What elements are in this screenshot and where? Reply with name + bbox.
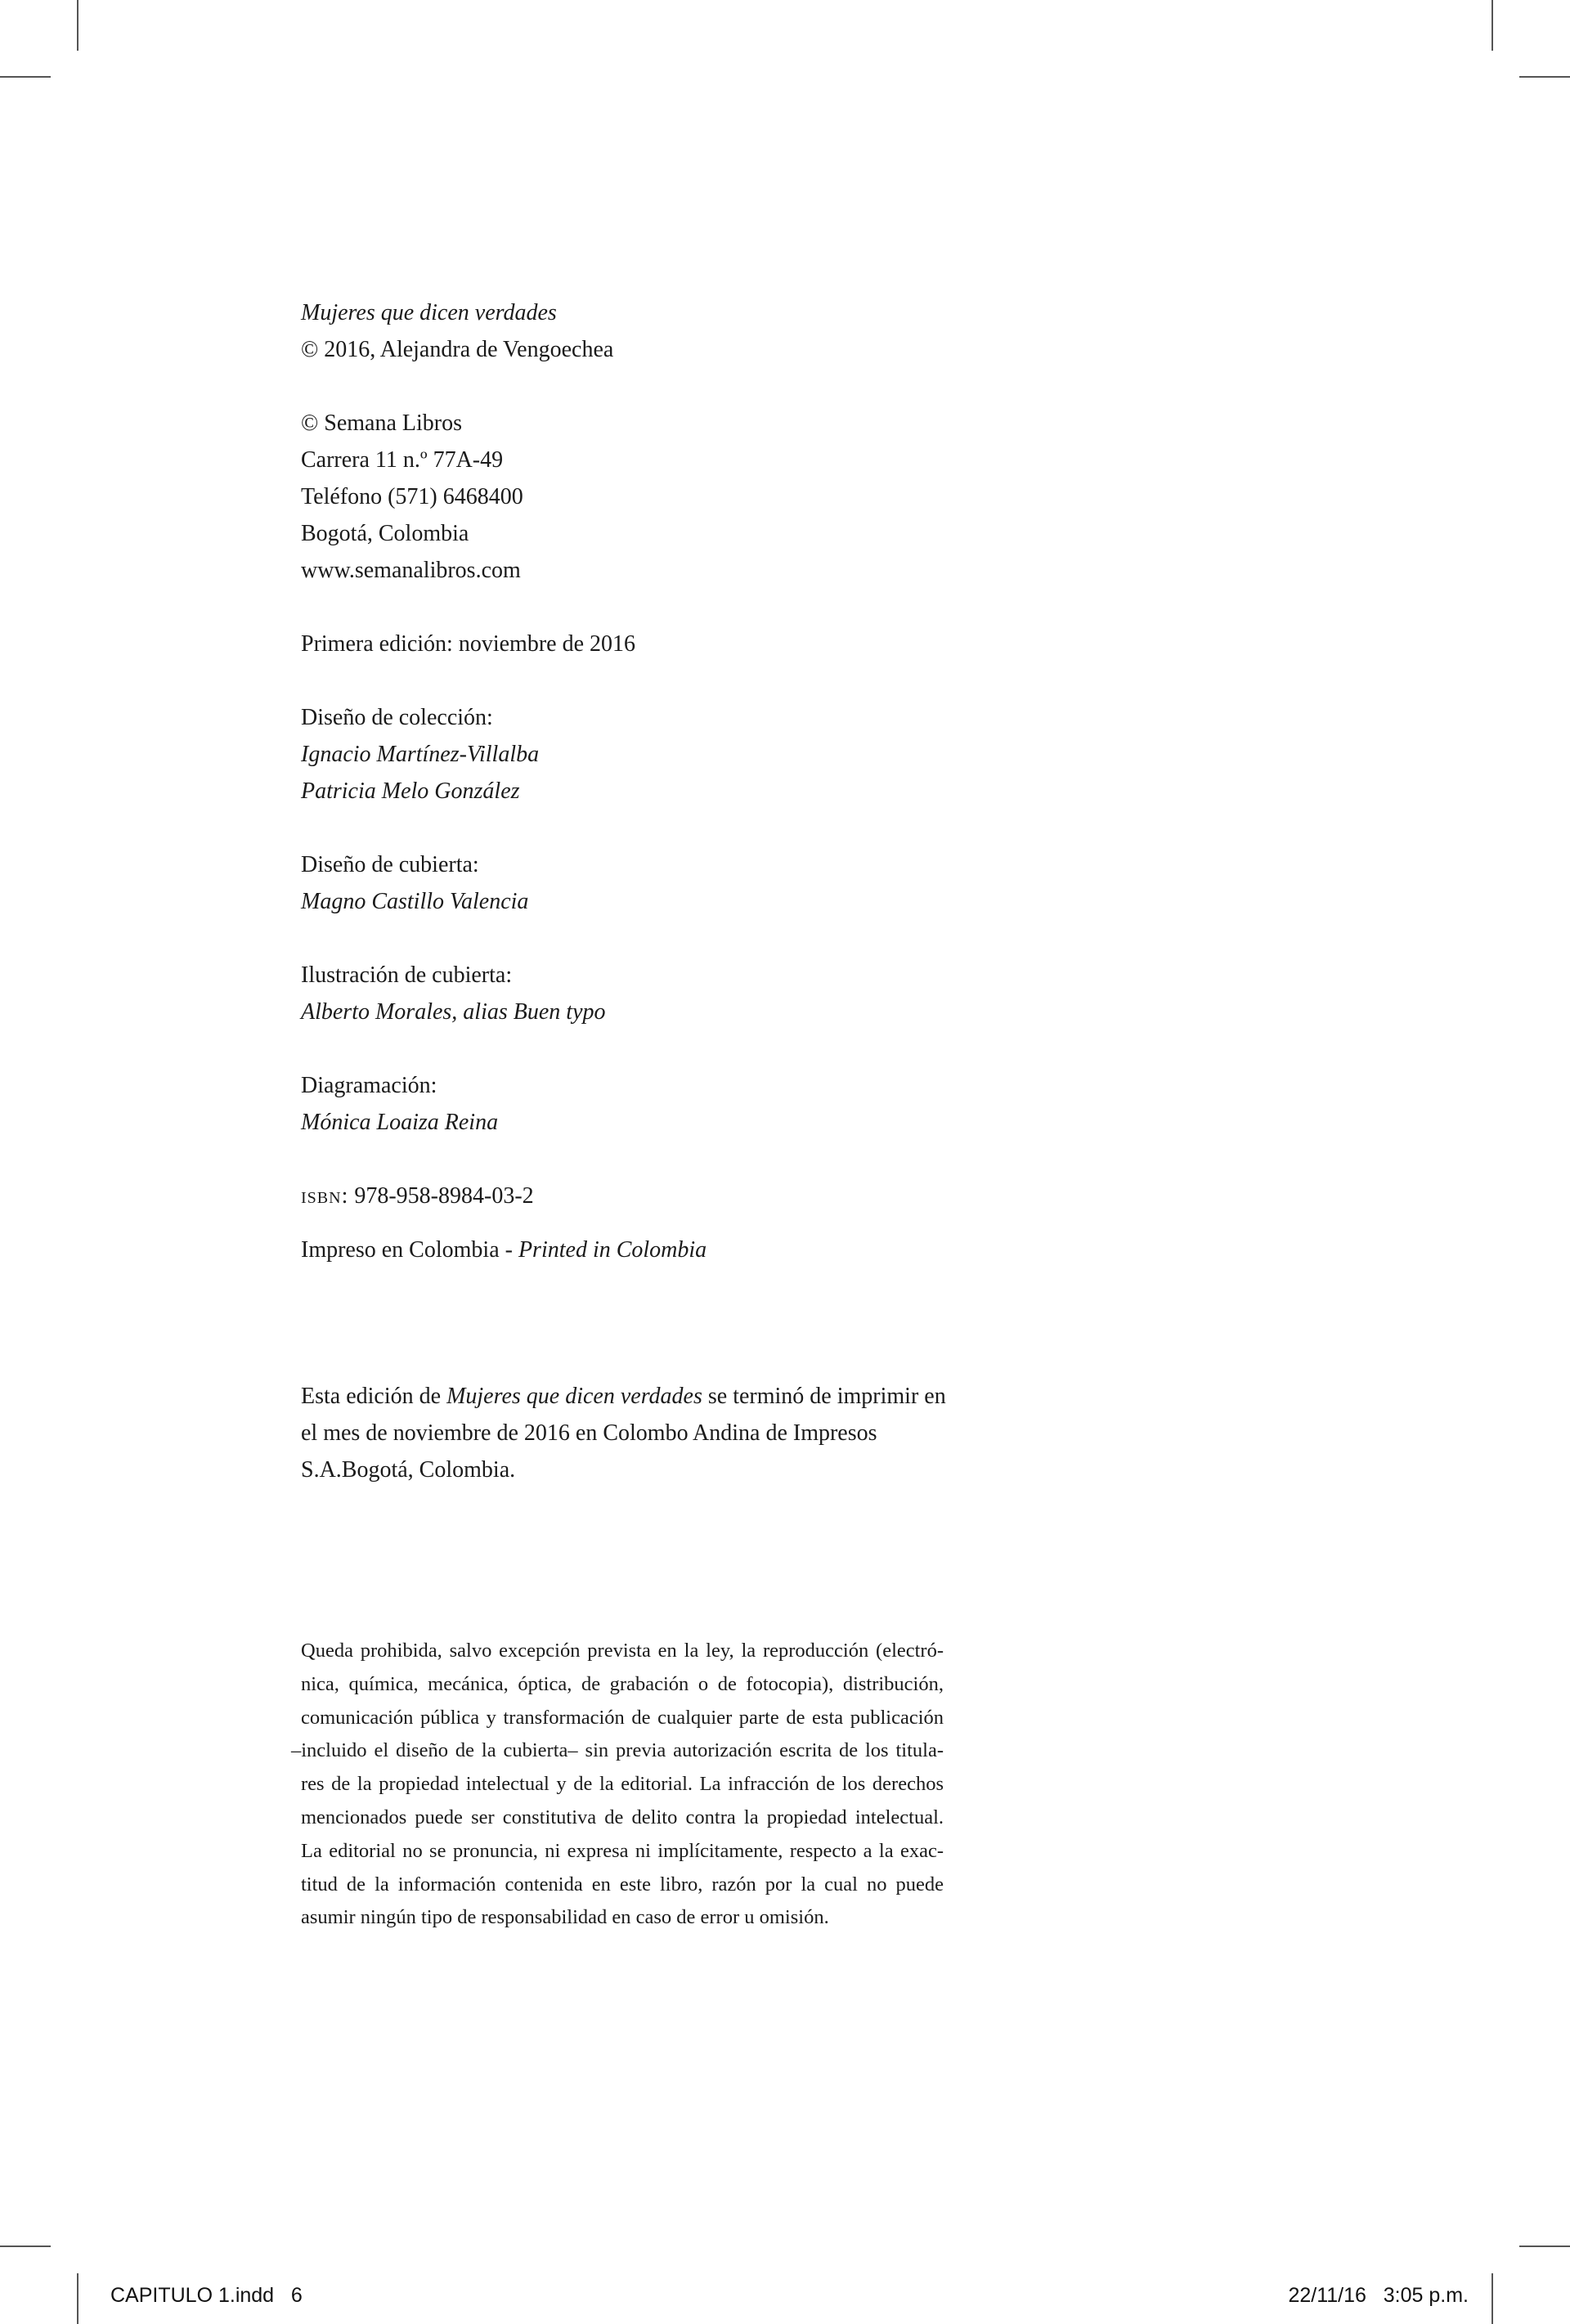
colophon-part-1: Esta edición de (301, 1384, 447, 1409)
crop-mark-bottom-left (77, 2273, 78, 2324)
imprint-block (301, 294, 955, 1268)
printed-in-spanish: Impreso en Colombia (301, 1237, 500, 1263)
legal-line: res de la propiedad intelectual y de la editorial. La infracción de los derechos (301, 1773, 944, 1796)
legal-notice (291, 1635, 944, 1935)
colophon-part-2: se terminó de imprimir en el mes de noviembre de 2016 en Colombo Andina de Impresos S.A.Bogotá, Colombia. (301, 1384, 946, 1483)
cover-designer: Magno Castillo Valencia (301, 889, 529, 914)
printed-in-separator: - (499, 1237, 518, 1263)
cover-design-label: Diseño de cubierta: (301, 852, 479, 877)
crop-mark-top-left-h (0, 76, 51, 78)
legal-line: Queda prohibida, salvo excepción prevista en la ley, la reproducción (electró- (301, 1640, 944, 1662)
printed-in (301, 1232, 955, 1268)
isbn-line (301, 1178, 955, 1214)
publisher-phone: Teléfono (571) 6468400 (301, 484, 523, 509)
crop-mark-bottom-left-h (0, 2245, 51, 2247)
legal-line: titud de la información contenida en este libro, razón por la cual no puede (301, 1873, 944, 1896)
crop-mark-top-right (1492, 0, 1493, 51)
layout-designer: Mónica Loaiza Reina (301, 1110, 499, 1135)
slug-filename: CAPITULO 1.indd 6 (110, 2284, 303, 2307)
crop-mark-bottom-right (1492, 2273, 1493, 2324)
legal-line: comunicación pública y transformación de cualquier parte de esta publicación (301, 1706, 944, 1729)
legal-line: asumir ningún tipo de responsabilidad en caso de error u omisión. (301, 1906, 829, 1929)
layout-label: Diagramación: (301, 1073, 437, 1098)
publisher-address: Carrera 11 n.º 77A-49 (301, 447, 504, 473)
collection-design-label: Diseño de colección: (301, 705, 493, 730)
edition-info: Primera edición: noviembre de 2016 (301, 631, 635, 657)
book-title: Mujeres que dicen verdades (301, 300, 557, 325)
legal-line: mencionados puede ser constitutiva de delito contra la propiedad intelectual. (301, 1806, 944, 1828)
legal-line: –incluido el diseño de la cubierta– sin previa autorización escrita de los titula- (291, 1739, 944, 1762)
author-copyright: © 2016, Alejandra de Vengoechea (301, 337, 614, 362)
cover-illustrator: Alberto Morales, alias Buen typo (301, 999, 606, 1025)
crop-mark-bottom-right-h (1519, 2245, 1570, 2247)
colophon-paragraph (301, 1378, 947, 1488)
legal-line: La editorial no se pronuncia, ni expresa ni implícitamente, respecto a la exac- (301, 1839, 944, 1862)
publisher-city: Bogotá, Colombia (301, 521, 469, 546)
isbn-label: isbn: (301, 1183, 349, 1209)
crop-mark-top-right-h (1519, 76, 1570, 78)
publisher-website: www.semanalibros.com (301, 558, 521, 583)
printed-in-english: Printed in Colombia (518, 1237, 707, 1263)
crop-mark-top-left (77, 0, 78, 51)
collection-designer-2: Patricia Melo González (301, 778, 520, 804)
publisher-copyright: © Semana Libros (301, 411, 463, 436)
collection-designer-1: Ignacio Martínez-Villalba (301, 742, 540, 767)
legal-line: nica, química, mecánica, óptica, de grabación o de fotocopia), distribución, (301, 1672, 944, 1695)
colophon-title: Mujeres que dicen verdades (446, 1384, 702, 1409)
isbn-value: 978-958-8984-03-2 (354, 1183, 534, 1209)
cover-illustration-label: Ilustración de cubierta: (301, 962, 513, 988)
slug-timestamp: 22/11/16 3:05 p.m. (1288, 2284, 1469, 2307)
